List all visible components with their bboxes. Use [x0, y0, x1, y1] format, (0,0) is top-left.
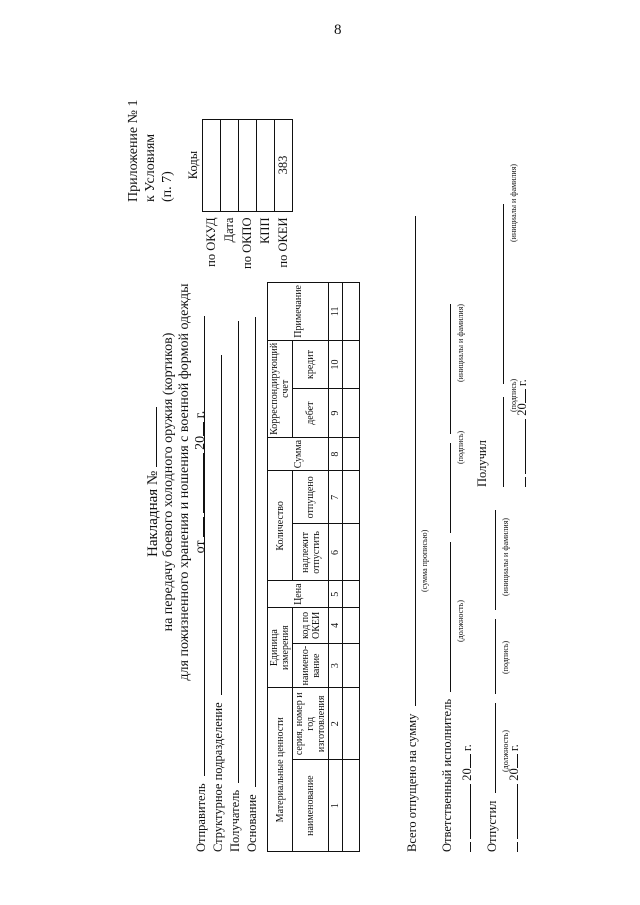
title-line: на передачу боевого холодного оружия (кортиков): [161, 332, 176, 632]
total-words-caption: (сумма прописью): [420, 529, 429, 592]
col-num: 5: [329, 581, 343, 607]
appendix-line: Приложение № 1: [126, 99, 141, 202]
received-line: [475, 440, 490, 487]
th-due: надлежит отпустить: [293, 524, 329, 581]
date-suffix: г.: [193, 410, 208, 419]
received-date: [515, 379, 530, 487]
caption-signature: (подпись): [501, 640, 510, 674]
table-row: [343, 283, 360, 852]
title-line: для пожизненного хранения и ношения с военной формой одежды: [177, 283, 192, 681]
code-label: по ОКУД: [204, 217, 218, 267]
date-year: 20: [507, 768, 521, 781]
items-table: [267, 282, 360, 852]
date-suffix: г.: [515, 379, 529, 387]
col-num: 7: [329, 471, 343, 524]
code-value: [203, 119, 221, 211]
code-label: КПП: [258, 217, 272, 244]
caption-position: (должность): [501, 730, 510, 772]
code-value: [239, 119, 257, 211]
responsible-date: [460, 744, 475, 852]
th-released: отпущено: [293, 471, 329, 524]
responsible-line: [440, 304, 455, 852]
th-credit: кредит: [293, 340, 329, 389]
page-number: 8: [334, 22, 342, 38]
code-label: по ОКЕИ: [276, 217, 290, 268]
th-unit: Единица измерения: [268, 607, 293, 687]
code-value: [257, 119, 275, 211]
appendix-line: (п. 7): [160, 171, 175, 202]
appendix-line: к Условиям: [143, 133, 158, 202]
field-sender: Отправитель: [194, 783, 208, 852]
col-num: 2: [329, 688, 343, 760]
th-debit: дебет: [293, 389, 329, 438]
col-num: 1: [329, 760, 343, 852]
released-date: [507, 744, 522, 852]
codes-header: Коды: [186, 150, 200, 180]
col-num: 9: [329, 389, 343, 438]
field-recipient: Получатель: [228, 789, 242, 852]
col-num: 8: [329, 437, 343, 470]
caption-signature: (подпись): [509, 378, 518, 412]
field-division: Структурное подразделение: [211, 702, 225, 852]
th-note: Примечание: [268, 283, 329, 341]
date-year: 20: [193, 435, 208, 450]
caption-initials: (инициалы и фамилия): [456, 303, 465, 382]
th-name: наименование: [293, 760, 329, 852]
appendix-note: [125, 100, 176, 203]
received-sign-lines: [493, 204, 508, 487]
col-num: 3: [329, 643, 343, 688]
title-waybill: Накладная №: [145, 470, 161, 557]
received-label: Получил: [475, 440, 489, 487]
column-numbers-row: [329, 283, 343, 852]
date-year: 20: [515, 403, 529, 416]
code-label: по ОКПО: [240, 217, 254, 269]
col-num: 10: [329, 340, 343, 389]
col-num: 6: [329, 524, 343, 581]
th-okei: код по ОКЕИ: [293, 607, 329, 643]
date-suffix: г.: [507, 744, 521, 752]
th-material: Материальные ценности: [268, 688, 293, 852]
field-basis: Основание: [245, 794, 259, 852]
caption-position: (должность): [456, 600, 465, 642]
form-fields: [193, 316, 261, 852]
responsible-label: Ответственный исполнитель: [440, 698, 454, 852]
th-series: серия, номер и год изготовления: [293, 688, 329, 760]
released-line: [485, 510, 500, 852]
released-label: Отпустил: [485, 800, 499, 852]
waybill-form: [115, 52, 535, 852]
col-num: 11: [329, 283, 343, 341]
code-label: Дата: [222, 217, 236, 243]
date-year: 20: [460, 768, 474, 781]
th-qty: Количество: [268, 471, 293, 581]
code-value: 383: [275, 119, 293, 211]
total-label: Всего отпущено на сумму: [405, 713, 419, 852]
caption-initials: (инициалы и фамилия): [501, 517, 510, 596]
caption-signature: (подпись): [456, 430, 465, 464]
date-prefix: от: [193, 540, 208, 554]
th-sum: Сумма: [268, 437, 329, 470]
col-num: 4: [329, 607, 343, 643]
caption-initials: (инициалы и фамилия): [509, 163, 518, 242]
th-price: Цена: [268, 581, 329, 607]
date-suffix: г.: [460, 744, 474, 752]
total-line: [405, 216, 420, 852]
code-value: [221, 119, 239, 211]
th-unit-name: наимено-вание: [293, 643, 329, 688]
codes-block: [185, 119, 293, 272]
th-account: Корреспондирующий счет: [268, 340, 293, 437]
